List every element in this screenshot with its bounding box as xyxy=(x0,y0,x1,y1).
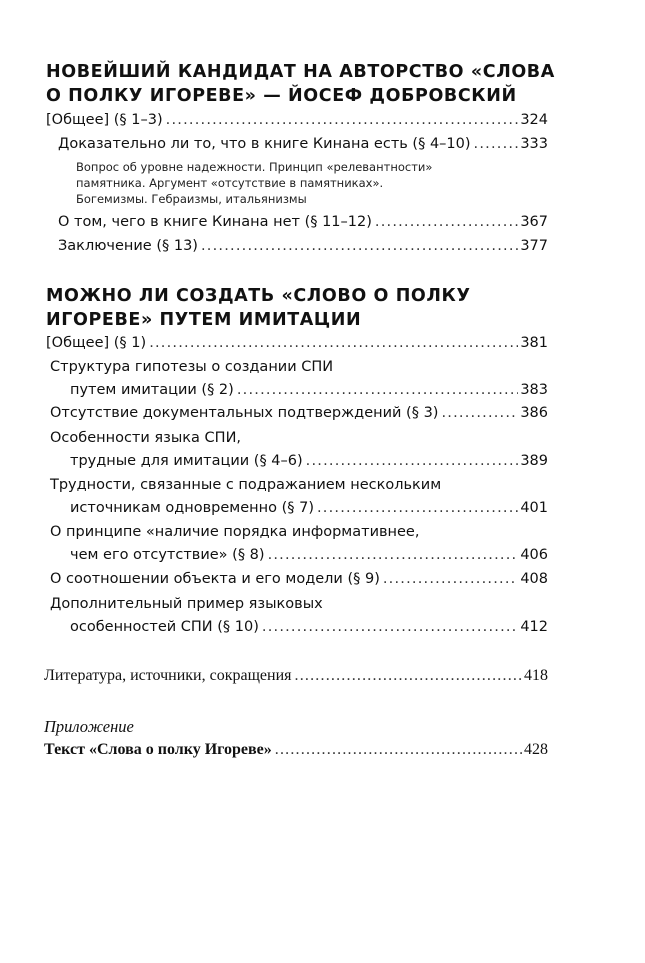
toc-entry[interactable] xyxy=(46,332,548,355)
section-title-2 xyxy=(46,284,566,332)
toc-page-number: 367 xyxy=(520,214,548,230)
toc-entry[interactable] xyxy=(50,593,548,639)
toc-page-number: 428 xyxy=(524,741,548,758)
toc-entry[interactable] xyxy=(58,235,548,258)
toc-entry-text: Особенности языка СПИ, xyxy=(50,430,242,446)
leader-dots xyxy=(441,402,518,425)
section-title-2-line-1: МОЖНО ЛИ СОЗДАТЬ «СЛОВО О ПОЛКУ xyxy=(46,286,471,306)
toc-entry[interactable] xyxy=(50,521,548,567)
toc-entry-text: О принципе «наличие порядка информативнее, xyxy=(50,524,420,540)
toc-page-number: 389 xyxy=(520,453,548,469)
toc-page-number: 418 xyxy=(524,667,548,684)
toc-page-number: 377 xyxy=(520,238,548,254)
toc-entry[interactable] xyxy=(50,427,548,473)
toc-entry-text: Трудности, связанные с подражанием нескольким xyxy=(50,477,442,493)
subnote-line: Вопрос об уровне надежности. Принцип «релевантности» xyxy=(76,160,433,174)
toc-entry-text: [Общее] (§ 1) xyxy=(46,335,147,351)
toc-entry-text: Заключение (§ 13) xyxy=(58,238,198,254)
subnote-line: памятника. Аргумент «отсутствие в памятниках». xyxy=(76,176,384,190)
section-title-1-line-2: О ПОЛКУ ИГОРЕВЕ» — ЙОСЕФ ДОБРОВСКИЙ xyxy=(46,86,517,106)
toc-entry-text: Текст «Слова о полку Игореве» xyxy=(44,741,272,758)
toc-entry-text: Отсутствие документальных подтверждений (§ 3) xyxy=(50,405,439,421)
toc-entry-text: трудные для имитации (§ 4–6) xyxy=(70,453,303,469)
toc-entry-text: особенностей СПИ (§ 10) xyxy=(70,619,259,635)
toc-page-number: 333 xyxy=(520,136,548,152)
leader-dots xyxy=(295,664,523,687)
leader-dots xyxy=(201,235,518,258)
toc-entry-text: чем его отсутствие» (§ 8) xyxy=(70,547,265,563)
leader-dots xyxy=(375,211,518,234)
toc-page-number: 381 xyxy=(520,335,548,351)
section-title-1-line-1: НОВЕЙШИЙ КАНДИДАТ НА АВТОРСТВО «СЛОВА xyxy=(46,62,555,82)
toc-page-number: 383 xyxy=(520,382,548,398)
toc-entry-text: О соотношении объекта и его модели (§ 9) xyxy=(50,571,380,587)
toc-entry-text: Доказательно ли то, что в книге Кинана есть (§ 4–10) xyxy=(58,136,471,152)
toc-page-number: 412 xyxy=(520,619,548,635)
toc-entry[interactable] xyxy=(50,474,548,520)
leader-dots xyxy=(149,332,518,355)
toc-page-number: 406 xyxy=(520,547,548,563)
section-title-2-line-2: ИГОРЕВЕ» ПУТЕМ ИМИТАЦИИ xyxy=(46,310,362,330)
subnote-line: Богемизмы. Гебраизмы, итальянизмы xyxy=(76,192,307,206)
toc-entry[interactable] xyxy=(46,109,548,132)
leader-dots xyxy=(383,568,518,591)
leader-dots xyxy=(166,109,519,132)
toc-entry-appendix[interactable] xyxy=(44,738,548,761)
toc-entry-literature[interactable] xyxy=(44,664,548,687)
toc-page-number: 386 xyxy=(520,405,548,421)
toc-entry-text: источникам одновременно (§ 7) xyxy=(70,500,314,516)
leader-dots xyxy=(317,497,518,520)
toc-entry-text: путем имитации (§ 2) xyxy=(70,382,234,398)
toc-entry[interactable] xyxy=(58,133,548,156)
toc-entry-text: О том, чего в книге Кинана нет (§ 11–12) xyxy=(58,214,372,230)
toc-entry[interactable] xyxy=(50,568,548,591)
leader-dots xyxy=(474,133,519,156)
appendix-label: Приложение xyxy=(44,717,134,736)
toc-page-number: 408 xyxy=(520,571,548,587)
toc-entry-text: Структура гипотезы о создании СПИ xyxy=(50,359,334,375)
toc-entry[interactable] xyxy=(58,211,548,234)
toc-subnote xyxy=(76,159,496,207)
toc-entry-text: [Общее] (§ 1–3) xyxy=(46,112,163,128)
leader-dots xyxy=(306,450,519,473)
toc-entry-text: Литература, источники, сокращения xyxy=(44,667,292,684)
leader-dots xyxy=(275,738,522,761)
toc-page-number: 324 xyxy=(520,112,548,128)
toc-entry[interactable] xyxy=(50,356,548,402)
section-title-1 xyxy=(46,60,566,108)
toc-page-number: 401 xyxy=(520,500,548,516)
leader-dots xyxy=(237,379,518,402)
toc-entry-text: Дополнительный пример языковых xyxy=(50,596,323,612)
leader-dots xyxy=(268,544,519,567)
leader-dots xyxy=(262,616,518,639)
toc-entry[interactable] xyxy=(50,402,548,425)
